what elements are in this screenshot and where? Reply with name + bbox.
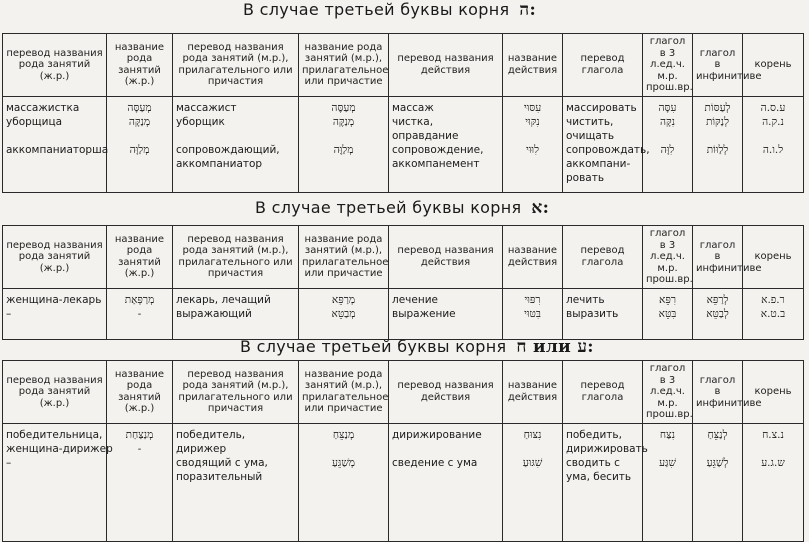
cell-text: לִוּוּי [525,143,540,156]
section-heading [243,0,536,20]
table-cell [503,96,563,192]
cell-text [506,129,559,143]
cell-text: עִסּוּי [523,101,542,114]
table-cell [693,96,743,192]
table-cell [3,96,107,192]
cell-text [302,442,385,456]
conjugation-table [2,33,804,193]
cell-text: נִצַּח [659,428,676,441]
conjugation-table [2,360,804,542]
cell-text: победительница, [6,428,103,441]
cell-text: сводить с [566,456,620,469]
cell-text: аккомпани- [566,157,631,170]
column-header: название рода занятий (м.р.), прилагательное или причастие [299,34,389,97]
cell-text: מְעַסָּה [127,101,152,114]
cell-text: лекарь, лечащий [176,293,271,306]
cell-text: выразить [566,307,619,320]
cell-text: дирижер [176,442,227,455]
cell-text: – [6,456,12,469]
cell-text: לְלַוּוֹת [706,143,729,156]
table-cell [3,288,107,339]
table-cell [743,288,804,339]
table-cell [563,288,643,339]
cell-text: дирижирование [392,428,482,441]
cell-text: - [137,442,142,455]
table-cell [299,423,389,541]
cell-text: лечение [392,293,438,306]
cell-text: לְנַקּוֹת [705,115,730,128]
cell-text: чистка, [392,115,434,128]
cell-text: רִפֵּא [659,293,676,306]
table-cell [107,96,173,192]
table-cell [693,423,743,541]
column-header: перевод названия рода занятий (м.р.), прилагательного или причастия [173,34,299,97]
cell-text [646,442,689,456]
table-cell [563,423,648,541]
table-cell [173,96,299,192]
cell-text: сводящий с ума, [176,456,268,469]
cell-text [696,129,739,143]
column-header: глагол в 3 л.ед.ч. м.р. прош.вр. [643,361,693,424]
column-header: перевод названия рода занятий (м.р.), прилагательного или причастия [173,361,299,424]
cell-text: аккомпанемент [392,157,480,170]
table-header-row [3,34,804,97]
table-cell [389,423,503,541]
cell-text: ב.ט.א [760,307,786,320]
cell-text: ровать [566,171,605,184]
cell-text: ש.ג.ע [761,456,785,469]
table-cell [173,423,299,541]
cell-text: עִסָּה [658,101,677,114]
column-header: глагол в 3 л.ед.ч. м.р. прош.вр. [643,34,693,97]
cell-text: выражение [392,307,456,320]
cell-text: сведение с ума [392,456,478,469]
cell-text [6,129,103,143]
cell-text: מְנַקָּה [128,115,151,128]
cell-text: מְעַסֶּה [331,101,356,114]
cell-text: уборщик [176,115,225,128]
column-header: перевод названия рода занятий (ж.р.) [3,226,107,289]
cell-text: ל.ו.ה [762,143,784,156]
column-header: перевод названия рода занятий (ж.р.) [3,34,107,97]
column-header: перевод глагола [563,34,643,97]
cell-text: оправдание [392,129,459,142]
cell-text: массировать [566,101,637,114]
cell-text: поразительный [176,470,263,483]
cell-text [506,442,559,456]
cell-text: מְרַפְּאַת [124,293,155,306]
table-cell [743,423,804,541]
cell-text: - [137,307,142,320]
cell-text: מְנַצַּחַת [125,428,154,441]
cell-text: לְשַׁגֵּעַ [706,456,729,469]
table-cell [3,423,113,541]
table-cell [563,96,650,192]
column-header: название рода занятий (ж.р.) [107,361,173,424]
cell-text: נ.צ.ח [762,428,784,441]
column-header: корень [743,226,804,289]
cell-text: сопровождающий, [176,143,280,156]
cell-text: שִׁגַּע [659,456,676,469]
table-cell [107,288,173,339]
table-cell [389,96,503,192]
heading-text: В случае третьей буквы корня [255,198,522,217]
cell-text: сопровождать, [566,143,650,156]
cell-text: очищать [566,129,615,142]
cell-text [110,129,169,143]
cell-text: женщина-дирижер [6,442,113,455]
column-header: перевод названия действия [389,361,503,424]
cell-text: ע.ס.ה [760,101,786,114]
cell-text [746,442,800,456]
cell-text: מְבַטֵּא [331,307,356,320]
cell-text: נִקּוּי [525,115,540,128]
heading-root-letter: ה: [519,0,537,20]
column-header: название рода занятий (ж.р.) [107,34,173,97]
table-cell [643,288,693,339]
cell-text: ר.פ.א [761,293,785,306]
cell-text [696,442,739,456]
cell-text: רִפּוּי [524,293,541,306]
table-cell [173,288,299,339]
column-header: глагол в инфинитиве [693,361,743,424]
cell-text: выражающий [176,307,252,320]
table-cell [503,423,563,541]
cell-text: מְלַוֶּה [333,143,354,156]
table-row [3,423,804,541]
section-heading [240,337,594,357]
cell-text: מְנַקֶּה [332,115,355,128]
cell-text: מְנַצֵּחַ [332,428,355,441]
cell-text [302,129,385,143]
cell-text: מְשַׁגֵּעַ [331,456,356,469]
cell-text: массаж [392,101,434,114]
cell-text: массажистка [6,101,80,114]
cell-text: аккомпаниатор [176,157,263,170]
table-header-row [3,226,804,289]
cell-text: לְעַסּוֹת [704,101,731,114]
table-cell [503,288,563,339]
table-row [3,96,804,192]
table-cell [299,288,389,339]
column-header: название действия [503,226,563,289]
section-heading [255,198,549,218]
cell-text: – [6,307,12,320]
cell-text: ума, бесить [566,470,632,483]
cell-text: מְרַפֵּא [331,293,356,306]
cell-text: чистить, [566,115,614,128]
cell-text: победитель, [176,428,246,441]
column-header: перевод названия рода занятий (м.р.), прилагательного или причастия [173,226,299,289]
cell-text [176,129,295,143]
cell-text: массажист [176,101,237,114]
column-header: перевод названия действия [389,34,503,97]
column-header: название действия [503,361,563,424]
cell-text: לְרַפֵּא [706,293,729,306]
cell-text: лечить [566,293,605,306]
cell-text [646,129,689,143]
column-header: глагол в инфинитиве [693,34,743,97]
cell-text: уборщица [6,115,63,128]
cell-text: נִקָּה [659,115,676,128]
cell-text: בִּטּוּי [524,307,541,320]
column-header: корень [743,34,804,97]
heading-root-letter: א: [531,198,550,218]
cell-text: בִּטֵּא [658,307,677,320]
cell-text: дирижировать [566,442,648,455]
table-cell [643,423,693,541]
column-header: корень [743,361,804,424]
cell-text: לְנַצֵּחַ [707,428,728,441]
table-cell [299,96,389,192]
table-cell [643,96,693,192]
column-header: название рода занятий (м.р.), прилагательное или причастие [299,361,389,424]
cell-text [392,442,499,456]
cell-text: аккомпаниаторша [6,143,109,156]
column-header: глагол в 3 л.ед.ч. м.р. прош.вр. [643,226,693,289]
column-header: перевод глагола [563,361,643,424]
table-cell [693,288,743,339]
cell-text: победить, [566,428,622,441]
heading-root-letter: ח или ע: [516,337,594,357]
column-header: перевод названия рода занятий (ж.р.) [3,361,107,424]
heading-text: В случае третьей буквы корня [240,337,507,356]
column-header: название рода занятий (ж.р.) [107,226,173,289]
column-header: название действия [503,34,563,97]
column-header: перевод названия действия [389,226,503,289]
table-header-row [3,361,804,424]
cell-text: לְבַטֵּא [706,307,729,320]
cell-text: נ.ק.ה [762,115,784,128]
table-cell [107,423,173,541]
column-header: перевод глагола [563,226,643,289]
table-cell [389,288,503,339]
cell-text [746,129,800,143]
cell-text: женщина-лекарь [6,293,102,306]
cell-text: לִוָּה [660,143,675,156]
column-header: название рода занятий (м.р.), прилагательное или причастие [299,226,389,289]
cell-text: сопровождение, [392,143,484,156]
cell-text: שִׁגּוּעַ [522,456,543,469]
cell-text: נִצּוּחַ [523,428,542,441]
heading-text: В случае третьей буквы корня [243,0,510,19]
column-header: глагол в инфинитиве [693,226,743,289]
table-row [3,288,804,339]
conjugation-table [2,225,804,340]
table-cell [743,96,804,192]
cell-text: מְלַוָּה [129,143,150,156]
